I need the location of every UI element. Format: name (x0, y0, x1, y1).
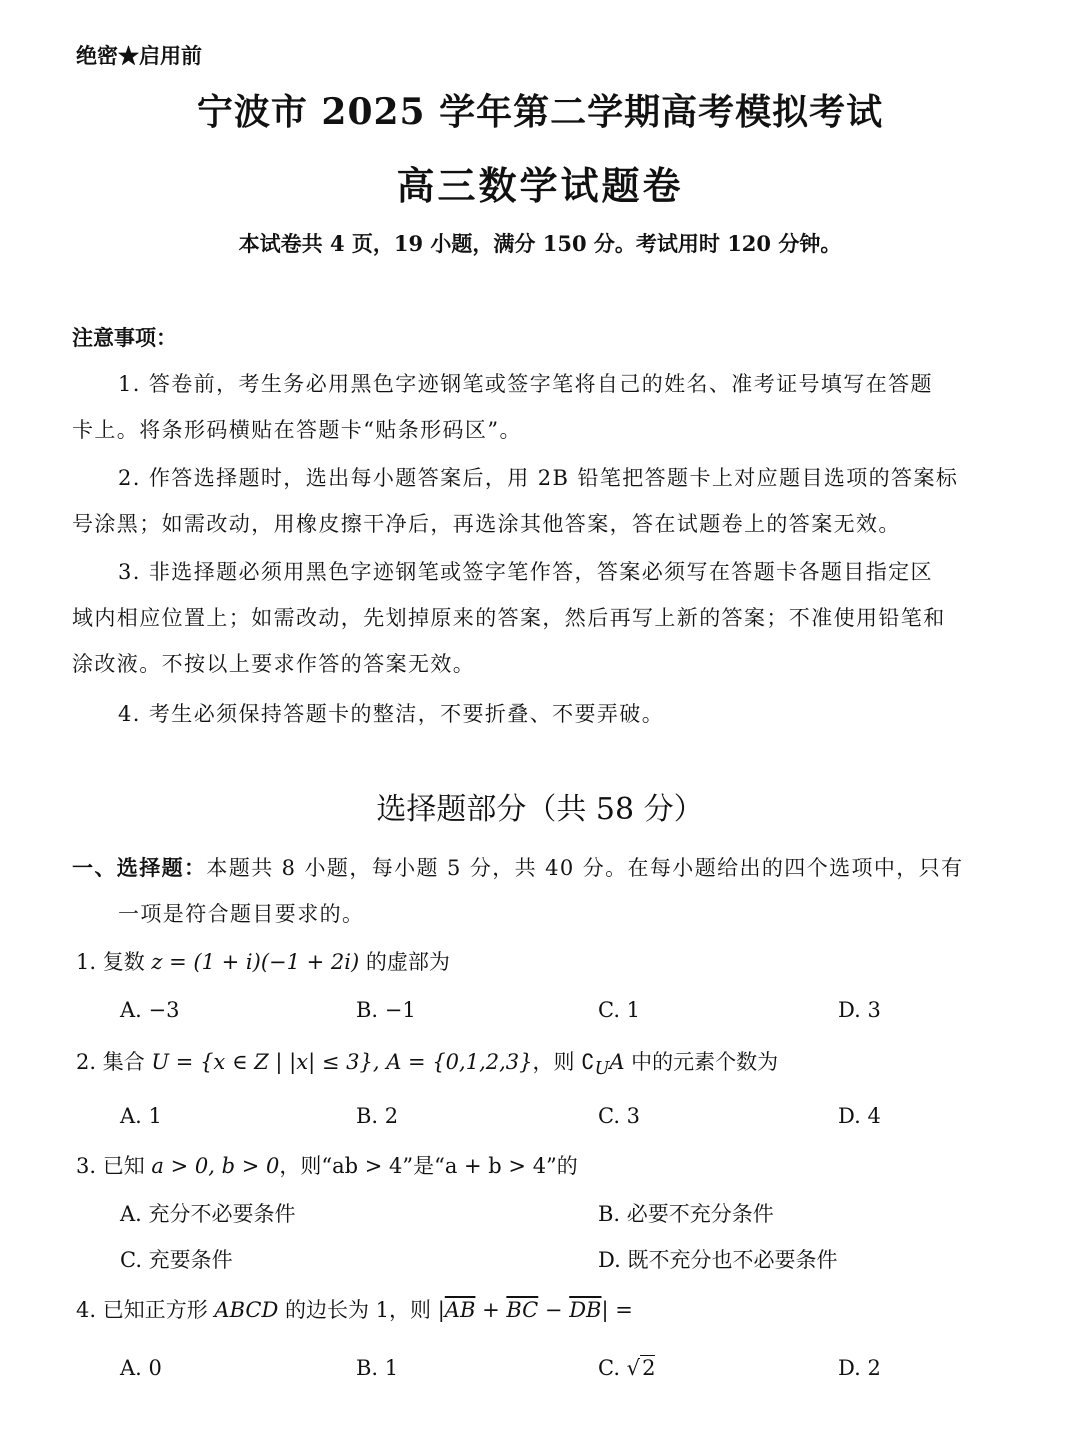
question-math: z = (1 + i)(−1 + 2i) (151, 950, 360, 974)
question-text: 已知 (102, 1154, 152, 1178)
section-title: 选择题部分（共 58 分） (376, 792, 704, 827)
question-number: 4. (76, 1298, 97, 1322)
complement-subscript: U (594, 1059, 610, 1080)
question-text: 已知正方形 (102, 1298, 215, 1322)
question-math: U = {x ∈ Z | |x| ≤ 3}, A = {0,1,2,3} (151, 1050, 533, 1074)
q2-option-c: C. 3 (598, 1104, 641, 1128)
exam-info: 本试卷共 4 页，19 小题，满分 150 分。考试用时 120 分钟。 (238, 231, 842, 256)
question-3 (76, 1150, 578, 1180)
notice-heading: 注意事项： (72, 325, 177, 350)
question-number: 3. (76, 1154, 97, 1178)
abs-bar-left: | (437, 1298, 445, 1322)
vector-bc: $\overline{BC}$ (506, 1298, 539, 1322)
shape-name: ABCD (214, 1298, 279, 1322)
q4-option-a: A. 0 (120, 1356, 162, 1380)
q3-option-a: A. 充分不必要条件 (120, 1202, 296, 1226)
sqrt-symbol: √ (626, 1356, 641, 1380)
question-text: 中的元素个数为 (624, 1050, 779, 1074)
abs-bar-right: | (601, 1298, 609, 1322)
question-text: 集合 (102, 1050, 152, 1074)
notice-item-2-line1: 2. 作答选择题时，选出每小题答案后，用 2B 铅笔把答题卡上对应题目选项的答案标 (118, 466, 959, 490)
question-number: 2. (76, 1050, 97, 1074)
question-text: ，则 (532, 1050, 582, 1074)
question-text: ，则“ab > 4”是“a + b > 4”的 (279, 1154, 578, 1178)
option-label: C. (598, 1356, 627, 1380)
q1-option-b: B. −1 (356, 998, 416, 1022)
q3-option-d: D. 既不充分也不必要条件 (598, 1248, 838, 1272)
question-text: 复数 (102, 950, 152, 974)
exam-title: 宁波市 2025 学年第二学期高考模拟考试 (196, 91, 884, 133)
q3-option-b: B. 必要不充分条件 (598, 1202, 774, 1226)
q4-option-b: B. 1 (356, 1356, 399, 1380)
question-text: = (608, 1298, 633, 1322)
question-1 (76, 946, 450, 976)
q4-option-d: D. 2 (838, 1356, 881, 1380)
question-number: 1. (76, 950, 97, 974)
complement-symbol: ∁ (581, 1050, 595, 1074)
q1-option-c: C. 1 (598, 998, 641, 1022)
q1-option-d: D. 3 (838, 998, 881, 1022)
q3-option-c: C. 充要条件 (120, 1248, 233, 1272)
notice-item-1-line1: 1. 答卷前，考生务必用黑色字迹钢笔或签字笔将自己的姓名、准考证号填写在答题 (118, 372, 933, 396)
part-description: 本题共 8 小题，每小题 5 分，共 40 分。在每小题给出的四个选项中，只有 (206, 856, 964, 880)
question-math: a > 0, b > 0 (151, 1154, 280, 1178)
notice-item-3-line1: 3. 非选择题必须用黑色字迹钢笔或签字笔作答，答案必须写在答题卡各题目指定区 (118, 560, 933, 584)
q2-option-d: D. 4 (838, 1104, 881, 1128)
question-4: 4. 已知正方形 ABCD 的边长为 1，则 $|\overline{AB} + \overline{BC} - \overline{DB}|$ = (76, 1298, 633, 1322)
part-description-line2: 一项是符合题目要求的。 (118, 902, 365, 926)
question-text: 的边长为 1，则 (278, 1298, 438, 1322)
q4-option-c (598, 1356, 655, 1380)
notice-item-3-line3: 涂改液。不按以上要求作答的答案无效。 (72, 652, 476, 676)
part-label: 一、选择题： (72, 855, 207, 880)
question-text: 的虚部为 (359, 950, 450, 974)
notice-item-2-line2: 号涂黑；如需改动，用橡皮擦干净后，再选涂其他答案，答在试题卷上的答案无效。 (72, 512, 901, 536)
notice-item-3-line2: 域内相应位置上；如需改动，先划掉原来的答案，然后再写上新的答案；不准使用铅笔和 (72, 606, 946, 630)
q1-option-a: A. −3 (120, 998, 180, 1022)
question-2 (76, 1046, 778, 1079)
part-heading (72, 852, 964, 882)
q2-option-a: A. 1 (120, 1104, 162, 1128)
notice-item-1-line2: 卡上。将条形码横贴在答题卡“贴条形码区”。 (72, 418, 522, 442)
vector-db: $\overline{DB}$ (569, 1298, 602, 1322)
q2-option-b: B. 2 (356, 1104, 399, 1128)
notice-item-4-line1: 4. 考生必须保持答题卡的整洁，不要折叠、不要弄破。 (118, 702, 665, 726)
paper-subtitle: 高三数学试题卷 (396, 163, 684, 208)
vector-ab: $\overline{AB}$ (444, 1298, 476, 1322)
confidential-label: 绝密★启用前 (76, 43, 202, 68)
set-variable: A (609, 1050, 625, 1074)
sqrt-value: 2 (642, 1356, 656, 1380)
